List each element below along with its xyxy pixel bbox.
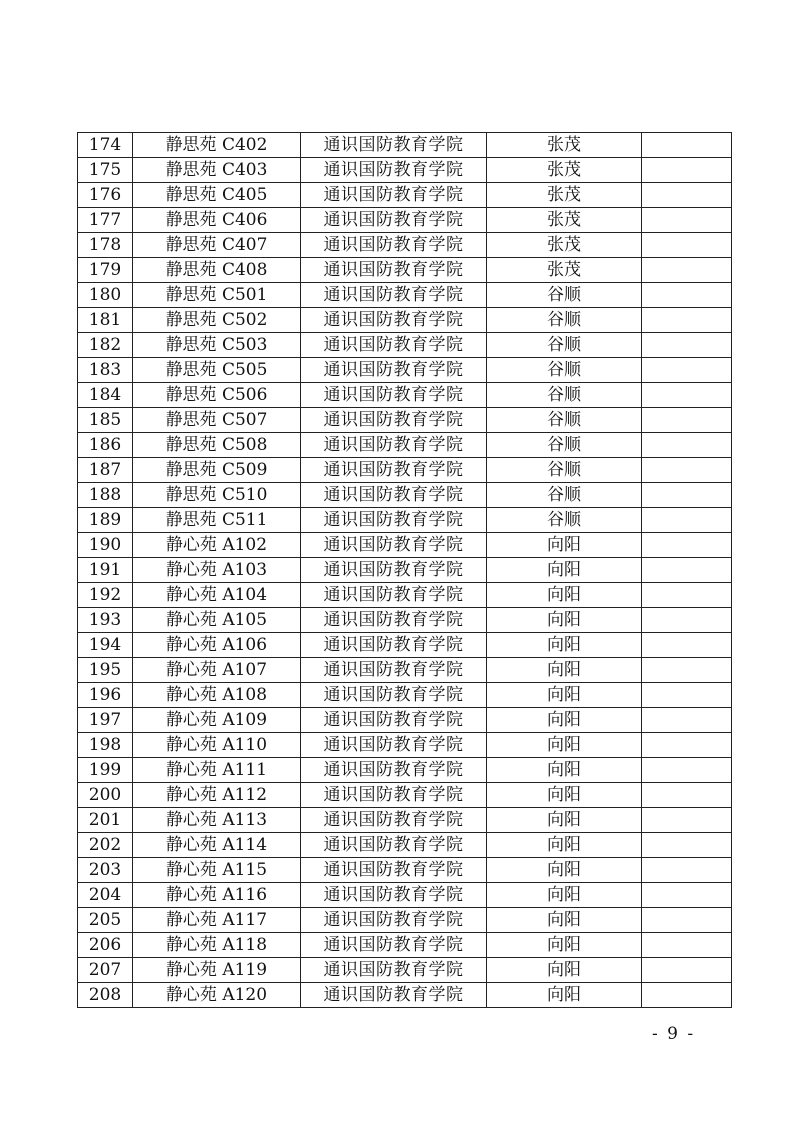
table-row bbox=[78, 408, 732, 433]
table-row bbox=[78, 808, 732, 833]
cell-number: 174 bbox=[78, 133, 133, 158]
cell-number: 201 bbox=[78, 808, 133, 833]
cell-number: 179 bbox=[78, 258, 133, 283]
cell-college: 通识国防教育学院 bbox=[301, 483, 487, 508]
cell-contact: 向阳 bbox=[487, 608, 642, 633]
cell-room: 静思苑 C511 bbox=[133, 508, 301, 533]
cell-number: 186 bbox=[78, 433, 133, 458]
cell-note bbox=[642, 708, 732, 733]
cell-note bbox=[642, 933, 732, 958]
cell-contact: 张茂 bbox=[487, 133, 642, 158]
cell-number: 189 bbox=[78, 508, 133, 533]
cell-note bbox=[642, 308, 732, 333]
cell-contact: 向阳 bbox=[487, 658, 642, 683]
cell-contact: 张茂 bbox=[487, 208, 642, 233]
cell-contact: 向阳 bbox=[487, 708, 642, 733]
table-row bbox=[78, 333, 732, 358]
table-row bbox=[78, 283, 732, 308]
table-row bbox=[78, 908, 732, 933]
table-row bbox=[78, 433, 732, 458]
table-row bbox=[78, 258, 732, 283]
table-row bbox=[78, 608, 732, 633]
cell-college: 通识国防教育学院 bbox=[301, 433, 487, 458]
table-row bbox=[78, 758, 732, 783]
cell-college: 通识国防教育学院 bbox=[301, 308, 487, 333]
table-row bbox=[78, 733, 732, 758]
cell-college: 通识国防教育学院 bbox=[301, 858, 487, 883]
cell-room: 静心苑 A110 bbox=[133, 733, 301, 758]
table-row bbox=[78, 683, 732, 708]
cell-room: 静心苑 A119 bbox=[133, 958, 301, 983]
table-row bbox=[78, 883, 732, 908]
cell-note bbox=[642, 908, 732, 933]
cell-note bbox=[642, 183, 732, 208]
cell-number: 203 bbox=[78, 858, 133, 883]
cell-number: 177 bbox=[78, 208, 133, 233]
cell-room: 静思苑 C505 bbox=[133, 358, 301, 383]
table-row bbox=[78, 358, 732, 383]
cell-college: 通识国防教育学院 bbox=[301, 583, 487, 608]
cell-note bbox=[642, 358, 732, 383]
cell-contact: 向阳 bbox=[487, 783, 642, 808]
cell-room: 静心苑 A112 bbox=[133, 783, 301, 808]
cell-note bbox=[642, 608, 732, 633]
cell-room: 静心苑 A113 bbox=[133, 808, 301, 833]
cell-college: 通识国防教育学院 bbox=[301, 258, 487, 283]
cell-note bbox=[642, 808, 732, 833]
cell-room: 静心苑 A117 bbox=[133, 908, 301, 933]
cell-room: 静心苑 A108 bbox=[133, 683, 301, 708]
cell-note bbox=[642, 508, 732, 533]
cell-contact: 向阳 bbox=[487, 933, 642, 958]
cell-contact: 张茂 bbox=[487, 258, 642, 283]
cell-contact: 张茂 bbox=[487, 158, 642, 183]
cell-college: 通识国防教育学院 bbox=[301, 908, 487, 933]
table-row bbox=[78, 383, 732, 408]
cell-number: 195 bbox=[78, 658, 133, 683]
cell-college: 通识国防教育学院 bbox=[301, 733, 487, 758]
cell-contact: 向阳 bbox=[487, 883, 642, 908]
cell-contact: 谷顺 bbox=[487, 383, 642, 408]
cell-room: 静思苑 C503 bbox=[133, 333, 301, 358]
cell-note bbox=[642, 158, 732, 183]
cell-room: 静心苑 A105 bbox=[133, 608, 301, 633]
cell-room: 静心苑 A103 bbox=[133, 558, 301, 583]
cell-room: 静思苑 C502 bbox=[133, 308, 301, 333]
cell-note bbox=[642, 283, 732, 308]
cell-note bbox=[642, 208, 732, 233]
cell-college: 通识国防教育学院 bbox=[301, 683, 487, 708]
table-row bbox=[78, 233, 732, 258]
cell-contact: 向阳 bbox=[487, 833, 642, 858]
cell-note bbox=[642, 233, 732, 258]
cell-college: 通识国防教育学院 bbox=[301, 633, 487, 658]
cell-contact: 向阳 bbox=[487, 683, 642, 708]
cell-contact: 向阳 bbox=[487, 858, 642, 883]
cell-note bbox=[642, 133, 732, 158]
page-number: - 9 - bbox=[652, 1024, 696, 1044]
cell-room: 静心苑 A118 bbox=[133, 933, 301, 958]
table-row bbox=[78, 533, 732, 558]
cell-room: 静思苑 C407 bbox=[133, 233, 301, 258]
cell-contact: 谷顺 bbox=[487, 508, 642, 533]
table-row bbox=[78, 308, 732, 333]
table-row bbox=[78, 133, 732, 158]
cell-note bbox=[642, 333, 732, 358]
cell-number: 200 bbox=[78, 783, 133, 808]
cell-number: 182 bbox=[78, 333, 133, 358]
cell-contact: 向阳 bbox=[487, 908, 642, 933]
table-row bbox=[78, 508, 732, 533]
cell-college: 通识国防教育学院 bbox=[301, 208, 487, 233]
cell-contact: 向阳 bbox=[487, 808, 642, 833]
cell-college: 通识国防教育学院 bbox=[301, 833, 487, 858]
cell-college: 通识国防教育学院 bbox=[301, 183, 487, 208]
cell-room: 静思苑 C406 bbox=[133, 208, 301, 233]
cell-room: 静心苑 A114 bbox=[133, 833, 301, 858]
table-row bbox=[78, 208, 732, 233]
cell-room: 静思苑 C509 bbox=[133, 458, 301, 483]
table-row bbox=[78, 158, 732, 183]
cell-contact: 谷顺 bbox=[487, 408, 642, 433]
cell-room: 静思苑 C501 bbox=[133, 283, 301, 308]
cell-contact: 向阳 bbox=[487, 633, 642, 658]
cell-contact: 谷顺 bbox=[487, 458, 642, 483]
cell-room: 静心苑 A104 bbox=[133, 583, 301, 608]
cell-note bbox=[642, 883, 732, 908]
cell-contact: 谷顺 bbox=[487, 358, 642, 383]
table-row bbox=[78, 783, 732, 808]
cell-number: 196 bbox=[78, 683, 133, 708]
cell-number: 191 bbox=[78, 558, 133, 583]
cell-number: 187 bbox=[78, 458, 133, 483]
cell-room: 静思苑 C507 bbox=[133, 408, 301, 433]
table-row bbox=[78, 483, 732, 508]
cell-college: 通识国防教育学院 bbox=[301, 808, 487, 833]
cell-college: 通识国防教育学院 bbox=[301, 533, 487, 558]
cell-room: 静思苑 C402 bbox=[133, 133, 301, 158]
cell-number: 199 bbox=[78, 758, 133, 783]
table-row bbox=[78, 833, 732, 858]
cell-college: 通识国防教育学院 bbox=[301, 383, 487, 408]
cell-college: 通识国防教育学院 bbox=[301, 358, 487, 383]
cell-contact: 张茂 bbox=[487, 183, 642, 208]
cell-contact: 向阳 bbox=[487, 983, 642, 1008]
table-row bbox=[78, 633, 732, 658]
cell-number: 202 bbox=[78, 833, 133, 858]
cell-room: 静思苑 C510 bbox=[133, 483, 301, 508]
cell-contact: 谷顺 bbox=[487, 283, 642, 308]
cell-room: 静心苑 A111 bbox=[133, 758, 301, 783]
cell-room: 静心苑 A102 bbox=[133, 533, 301, 558]
cell-number: 175 bbox=[78, 158, 133, 183]
cell-college: 通识国防教育学院 bbox=[301, 158, 487, 183]
cell-note bbox=[642, 408, 732, 433]
cell-note bbox=[642, 683, 732, 708]
cell-contact: 向阳 bbox=[487, 758, 642, 783]
cell-room: 静思苑 C405 bbox=[133, 183, 301, 208]
table-row bbox=[78, 658, 732, 683]
cell-college: 通识国防教育学院 bbox=[301, 658, 487, 683]
cell-note bbox=[642, 658, 732, 683]
cell-room: 静心苑 A109 bbox=[133, 708, 301, 733]
cell-note bbox=[642, 783, 732, 808]
cell-number: 181 bbox=[78, 308, 133, 333]
cell-college: 通识国防教育学院 bbox=[301, 283, 487, 308]
table-row bbox=[78, 583, 732, 608]
cell-number: 192 bbox=[78, 583, 133, 608]
cell-note bbox=[642, 758, 732, 783]
cell-contact: 向阳 bbox=[487, 583, 642, 608]
cell-college: 通识国防教育学院 bbox=[301, 233, 487, 258]
cell-note bbox=[642, 483, 732, 508]
cell-contact: 张茂 bbox=[487, 233, 642, 258]
cell-note bbox=[642, 533, 732, 558]
cell-note bbox=[642, 958, 732, 983]
cell-contact: 向阳 bbox=[487, 558, 642, 583]
cell-college: 通识国防教育学院 bbox=[301, 458, 487, 483]
cell-note bbox=[642, 833, 732, 858]
cell-number: 206 bbox=[78, 933, 133, 958]
table-row bbox=[78, 958, 732, 983]
table-row bbox=[78, 708, 732, 733]
table-body bbox=[78, 133, 732, 1008]
cell-note bbox=[642, 558, 732, 583]
cell-room: 静思苑 C506 bbox=[133, 383, 301, 408]
cell-note bbox=[642, 733, 732, 758]
table-row bbox=[78, 933, 732, 958]
cell-room: 静心苑 A120 bbox=[133, 983, 301, 1008]
cell-number: 205 bbox=[78, 908, 133, 933]
cell-room: 静思苑 C403 bbox=[133, 158, 301, 183]
cell-number: 183 bbox=[78, 358, 133, 383]
cell-number: 188 bbox=[78, 483, 133, 508]
cell-number: 190 bbox=[78, 533, 133, 558]
table-row bbox=[78, 458, 732, 483]
table-row bbox=[78, 858, 732, 883]
cell-college: 通识国防教育学院 bbox=[301, 958, 487, 983]
cell-college: 通识国防教育学院 bbox=[301, 508, 487, 533]
cell-number: 207 bbox=[78, 958, 133, 983]
dormitory-table bbox=[77, 132, 732, 1008]
cell-note bbox=[642, 983, 732, 1008]
cell-number: 208 bbox=[78, 983, 133, 1008]
cell-college: 通识国防教育学院 bbox=[301, 783, 487, 808]
cell-note bbox=[642, 458, 732, 483]
cell-contact: 向阳 bbox=[487, 533, 642, 558]
cell-college: 通识国防教育学院 bbox=[301, 983, 487, 1008]
cell-number: 185 bbox=[78, 408, 133, 433]
cell-college: 通识国防教育学院 bbox=[301, 333, 487, 358]
cell-number: 180 bbox=[78, 283, 133, 308]
cell-contact: 向阳 bbox=[487, 958, 642, 983]
cell-contact: 谷顺 bbox=[487, 483, 642, 508]
cell-contact: 向阳 bbox=[487, 733, 642, 758]
cell-note bbox=[642, 433, 732, 458]
cell-contact: 谷顺 bbox=[487, 333, 642, 358]
cell-college: 通识国防教育学院 bbox=[301, 408, 487, 433]
cell-number: 198 bbox=[78, 733, 133, 758]
table-row bbox=[78, 183, 732, 208]
cell-college: 通识国防教育学院 bbox=[301, 708, 487, 733]
cell-room: 静心苑 A106 bbox=[133, 633, 301, 658]
cell-college: 通识国防教育学院 bbox=[301, 933, 487, 958]
cell-note bbox=[642, 583, 732, 608]
cell-number: 184 bbox=[78, 383, 133, 408]
cell-college: 通识国防教育学院 bbox=[301, 758, 487, 783]
table-row bbox=[78, 558, 732, 583]
cell-number: 194 bbox=[78, 633, 133, 658]
cell-contact: 谷顺 bbox=[487, 433, 642, 458]
cell-college: 通识国防教育学院 bbox=[301, 558, 487, 583]
table-row bbox=[78, 983, 732, 1008]
cell-number: 197 bbox=[78, 708, 133, 733]
cell-room: 静心苑 A116 bbox=[133, 883, 301, 908]
cell-number: 204 bbox=[78, 883, 133, 908]
cell-contact: 谷顺 bbox=[487, 308, 642, 333]
cell-college: 通识国防教育学院 bbox=[301, 883, 487, 908]
cell-number: 193 bbox=[78, 608, 133, 633]
cell-note bbox=[642, 633, 732, 658]
cell-college: 通识国防教育学院 bbox=[301, 608, 487, 633]
cell-room: 静思苑 C508 bbox=[133, 433, 301, 458]
cell-room: 静心苑 A107 bbox=[133, 658, 301, 683]
cell-number: 178 bbox=[78, 233, 133, 258]
cell-note bbox=[642, 858, 732, 883]
cell-room: 静心苑 A115 bbox=[133, 858, 301, 883]
cell-note bbox=[642, 383, 732, 408]
cell-number: 176 bbox=[78, 183, 133, 208]
cell-room: 静思苑 C408 bbox=[133, 258, 301, 283]
cell-note bbox=[642, 258, 732, 283]
cell-college: 通识国防教育学院 bbox=[301, 133, 487, 158]
